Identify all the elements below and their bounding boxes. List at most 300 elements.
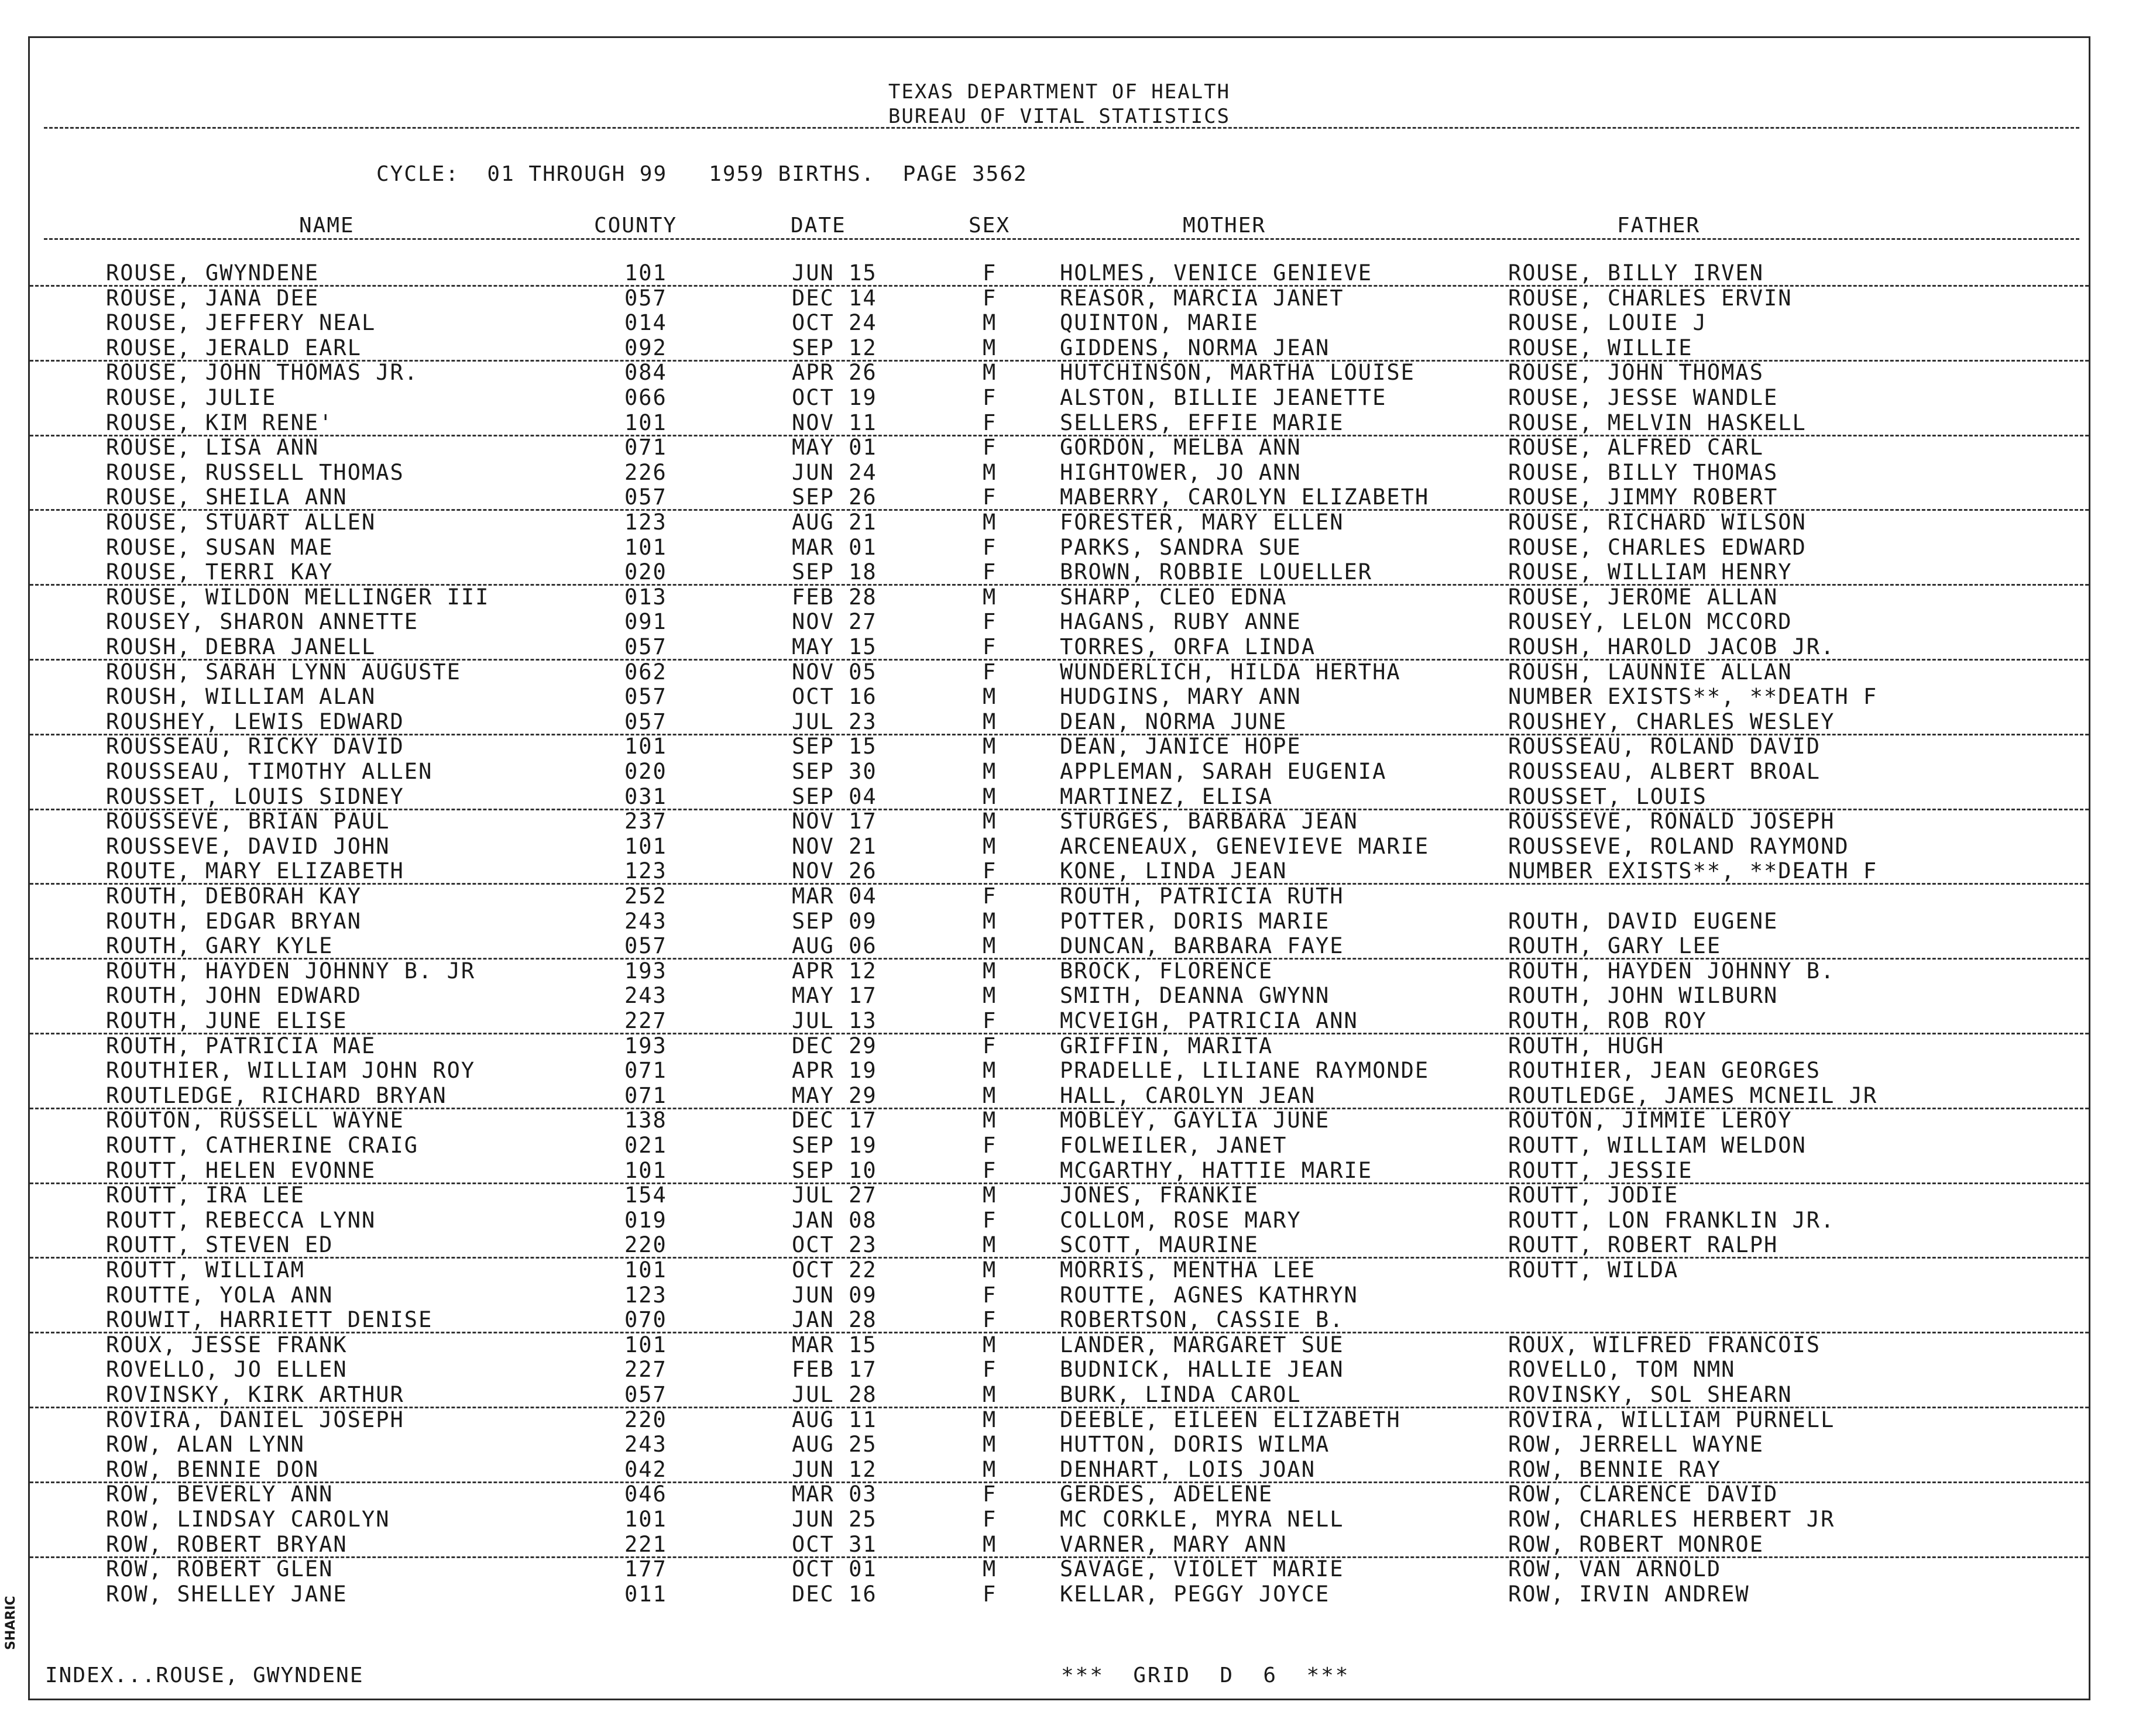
cell-name: ROW, SHELLEY JANE — [106, 1581, 348, 1607]
cell-county: 123 — [624, 1282, 667, 1308]
cell-date: DEC 14 — [792, 285, 877, 311]
cell-father: ROVIRA, WILLIAM PURNELL — [1508, 1407, 1835, 1432]
cell-date: SEP 10 — [792, 1157, 877, 1183]
cell-sex: M — [983, 833, 997, 859]
cell-sex: F — [983, 1157, 997, 1183]
cell-mother: DEAN, NORMA JUNE — [1060, 709, 1287, 734]
cell-mother: ROUTH, PATRICIA RUTH — [1060, 884, 1344, 909]
cell-name: ROUSSEVE, BRIAN PAUL — [106, 809, 390, 834]
cell-mother: HALL, CAROLYN JEAN — [1060, 1082, 1316, 1108]
cell-date: SEP 26 — [792, 484, 877, 510]
cell-sex: M — [983, 1332, 997, 1357]
cell-name: ROUTH, GARY KYLE — [106, 933, 334, 959]
cell-name: ROUTH, PATRICIA MAE — [106, 1033, 376, 1058]
table-row — [30, 709, 2089, 735]
cell-father: ROUSSEAU, ALBERT BROAL — [1508, 759, 1821, 784]
cell-mother: HOLMES, VENICE GENIEVE — [1060, 260, 1373, 286]
cell-father: ROUTT, WILLIAM WELDON — [1508, 1133, 1807, 1158]
table-row — [30, 435, 2089, 459]
cell-county: 020 — [624, 559, 667, 585]
cell-date: JUL 28 — [792, 1382, 877, 1407]
cell-date: FEB 28 — [792, 584, 877, 610]
cell-sex: M — [983, 1082, 997, 1108]
cell-date: NOV 21 — [792, 833, 877, 859]
cell-mother: MC CORKLE, MYRA NELL — [1060, 1507, 1344, 1532]
cell-county: 070 — [624, 1307, 667, 1333]
cell-date: MAR 03 — [792, 1481, 877, 1507]
header-divider — [44, 127, 2079, 129]
table-row — [30, 1083, 2089, 1109]
cell-date: MAY 01 — [792, 435, 877, 460]
table-row — [30, 1108, 2089, 1132]
cell-sex: M — [983, 759, 997, 784]
cell-sex: F — [983, 385, 997, 410]
cell-county: 084 — [624, 360, 667, 386]
cell-name: ROW, ROBERT GLEN — [106, 1556, 334, 1582]
table-row — [30, 286, 2089, 310]
cell-mother: JONES, FRANKIE — [1060, 1182, 1259, 1208]
cell-county: 101 — [624, 1507, 667, 1532]
cell-county: 101 — [624, 1332, 667, 1357]
cell-name: ROUTT, STEVEN ED — [106, 1232, 334, 1258]
cell-father: ROUSH, HAROLD JACOB JR. — [1508, 634, 1835, 659]
column-header-divider — [44, 238, 2079, 240]
cell-name: ROUWIT, HARRIETT DENISE — [106, 1307, 433, 1333]
cell-mother: ALSTON, BILLIE JEANETTE — [1060, 385, 1387, 410]
cell-county: 226 — [624, 459, 667, 485]
cell-sex: F — [983, 884, 997, 909]
cell-father: ROUTLEDGE, JAMES MCNEIL JR — [1508, 1082, 1878, 1108]
column-header-date: DATE — [791, 214, 846, 238]
cell-mother: DEEBLE, EILEEN ELIZABETH — [1060, 1407, 1401, 1432]
cell-county: 042 — [624, 1456, 667, 1482]
cell-date: MAR 15 — [792, 1332, 877, 1357]
cell-name: ROUTHIER, WILLIAM JOHN ROY — [106, 1058, 476, 1084]
cell-mother: POTTER, DORIS MARIE — [1060, 908, 1330, 934]
cell-date: AUG 25 — [792, 1432, 877, 1457]
table-row — [30, 784, 2089, 810]
cell-father: ROUSEY, LELON MCCORD — [1508, 609, 1793, 635]
table-row — [30, 884, 2089, 908]
cell-father: ROUSSET, LOUIS — [1508, 783, 1707, 809]
cell-mother: BROCK, FLORENCE — [1060, 958, 1273, 984]
ledger-sheet — [28, 36, 2090, 1700]
cell-date: AUG 11 — [792, 1407, 877, 1432]
cell-sex: F — [983, 534, 997, 560]
cell-sex: M — [983, 1182, 997, 1208]
cell-date: OCT 24 — [792, 310, 877, 336]
cell-mother: MABERRY, CAROLYN ELIZABETH — [1060, 484, 1430, 510]
cell-county: 071 — [624, 1082, 667, 1108]
cell-sex: F — [983, 410, 997, 435]
cell-sex: M — [983, 1556, 997, 1582]
bureau-title: BUREAU OF VITAL STATISTICS — [888, 105, 1231, 128]
cell-mother: BROWN, ROBBIE LOUELLER — [1060, 559, 1373, 585]
cell-name: ROUTH, JOHN EDWARD — [106, 983, 362, 1009]
cell-name: ROW, BENNIE DON — [106, 1456, 320, 1482]
cell-date: JUN 25 — [792, 1507, 877, 1532]
cell-county: 091 — [624, 609, 667, 635]
cell-father: NUMBER EXISTS**, **DEATH F — [1508, 684, 1878, 710]
table-row — [30, 983, 2089, 1008]
table-row — [30, 634, 2089, 661]
cell-county: 057 — [624, 933, 667, 959]
column-header-mother: MOTHER — [1183, 214, 1266, 238]
cell-date: SEP 19 — [792, 1133, 877, 1158]
table-row — [30, 1257, 2089, 1282]
table-row — [30, 535, 2089, 559]
cell-mother: PRADELLE, LILIANE RAYMONDE — [1060, 1058, 1430, 1084]
cell-date: DEC 29 — [792, 1033, 877, 1058]
cell-sex: F — [983, 1008, 997, 1033]
cell-mother: APPLEMAN, SARAH EUGENIA — [1060, 759, 1387, 784]
cell-mother: STURGES, BARBARA JEAN — [1060, 809, 1358, 834]
index-footer: INDEX...ROUSE, GWYNDENE — [45, 1663, 364, 1687]
cell-date: SEP 15 — [792, 734, 877, 759]
table-row — [30, 1283, 2089, 1307]
cell-sex: M — [983, 1432, 997, 1457]
cell-name: ROUTT, REBECCA LYNN — [106, 1207, 376, 1233]
cell-county: 101 — [624, 1157, 667, 1183]
cell-mother: SHARP, CLEO EDNA — [1060, 584, 1287, 610]
cell-name: ROUTT, WILLIAM — [106, 1257, 305, 1283]
cell-father: ROUTT, ROBERT RALPH — [1508, 1232, 1779, 1258]
cell-date: JUL 13 — [792, 1008, 877, 1033]
cell-mother: PARKS, SANDRA SUE — [1060, 534, 1302, 560]
cell-name: ROUSE, SHEILA ANN — [106, 484, 348, 510]
cell-father: ROUSSEVE, ROLAND RAYMOND — [1508, 833, 1849, 859]
cell-sex: M — [983, 1531, 997, 1557]
cell-sex: F — [983, 484, 997, 510]
cell-name: ROUSH, WILLIAM ALAN — [106, 684, 376, 710]
cell-county: 057 — [624, 684, 667, 710]
table-row — [30, 1182, 2089, 1207]
cell-date: JUN 24 — [792, 459, 877, 485]
cell-name: ROW, BEVERLY ANN — [106, 1481, 334, 1507]
table-row — [30, 834, 2089, 858]
table-row — [30, 360, 2089, 384]
column-header-name: NAME — [299, 214, 355, 238]
table-row — [30, 1407, 2089, 1432]
cell-father: ROVELLO, TOM NMN — [1508, 1357, 1736, 1383]
cell-county: 138 — [624, 1108, 667, 1133]
cell-county: 031 — [624, 783, 667, 809]
cell-county: 227 — [624, 1357, 667, 1383]
cell-mother: DEAN, JANICE HOPE — [1060, 734, 1302, 759]
cell-sex: M — [983, 1108, 997, 1133]
cell-sex: F — [983, 1357, 997, 1383]
cell-sex: M — [983, 1058, 997, 1084]
cell-sex: M — [983, 783, 997, 809]
cell-mother: FOLWEILER, JANET — [1060, 1133, 1287, 1158]
cell-date: APR 26 — [792, 360, 877, 386]
cell-sex: M — [983, 335, 997, 360]
table-row — [30, 1481, 2089, 1506]
table-row — [30, 484, 2089, 511]
department-title: TEXAS DEPARTMENT OF HEALTH — [888, 80, 1231, 104]
table-row — [30, 260, 2089, 287]
cell-sex: M — [983, 709, 997, 734]
table-row — [30, 1457, 2089, 1483]
cell-county: 057 — [624, 709, 667, 734]
cell-father: ROW, JERRELL WAYNE — [1508, 1432, 1764, 1457]
cell-name: ROUTLEDGE, RICHARD BRYAN — [106, 1082, 447, 1108]
table-row — [30, 1158, 2089, 1184]
cell-county: 021 — [624, 1133, 667, 1158]
cell-county: 020 — [624, 759, 667, 784]
table-row — [30, 1507, 2089, 1531]
cell-name: ROVELLO, JO ELLEN — [106, 1357, 348, 1383]
cell-name: ROUTT, IRA LEE — [106, 1182, 305, 1208]
table-row — [30, 1307, 2089, 1333]
cell-sex: M — [983, 459, 997, 485]
cell-father: ROUTH, HUGH — [1508, 1033, 1665, 1058]
cell-father: ROUSE, LOUIE J — [1508, 310, 1707, 336]
column-header-father: FATHER — [1617, 214, 1701, 238]
cell-date: NOV 27 — [792, 609, 877, 635]
margin-tag: SHARIC — [4, 1596, 18, 1650]
cell-mother: SAVAGE, VIOLET MARIE — [1060, 1556, 1344, 1582]
cell-mother: SELLERS, EFFIE MARIE — [1060, 410, 1344, 435]
cell-mother: HUTCHINSON, MARTHA LOUISE — [1060, 360, 1415, 386]
cell-county: 057 — [624, 634, 667, 659]
cell-county: 101 — [624, 833, 667, 859]
cell-county: 101 — [624, 534, 667, 560]
cell-date: AUG 06 — [792, 933, 877, 959]
cell-county: 227 — [624, 1008, 667, 1033]
cell-mother: GIDDENS, NORMA JEAN — [1060, 335, 1330, 360]
cell-date: OCT 23 — [792, 1232, 877, 1258]
cell-father: ROVINSKY, SOL SHEARN — [1508, 1382, 1793, 1407]
cell-father: ROUTH, ROB ROY — [1508, 1008, 1707, 1033]
cell-date: MAR 04 — [792, 884, 877, 909]
cell-name: ROW, LINDSAY CAROLYN — [106, 1507, 390, 1532]
cell-sex: F — [983, 1307, 997, 1333]
cell-name: ROUX, JESSE FRANK — [106, 1332, 348, 1357]
cell-father: ROUSH, LAUNNIE ALLAN — [1508, 659, 1793, 685]
cell-county: 237 — [624, 809, 667, 834]
cell-date: MAY 29 — [792, 1082, 877, 1108]
cell-sex: F — [983, 1207, 997, 1233]
cell-mother: QUINTON, MARIE — [1060, 310, 1259, 336]
cell-name: ROUSE, KIM RENE' — [106, 410, 334, 435]
cell-name: ROUSE, GWYNDENE — [106, 260, 320, 286]
cell-date: NOV 11 — [792, 410, 877, 435]
table-row — [30, 1058, 2089, 1082]
cell-mother: ARCENEAUX, GENEVIEVE MARIE — [1060, 833, 1430, 859]
table-row — [30, 1008, 2089, 1034]
cell-county: 243 — [624, 1432, 667, 1457]
table-row — [30, 1582, 2089, 1606]
table-row — [30, 559, 2089, 586]
cell-sex: F — [983, 559, 997, 585]
cell-date: DEC 16 — [792, 1581, 877, 1607]
table-row — [30, 1556, 2089, 1581]
cell-sex: F — [983, 1507, 997, 1532]
cell-mother: MCVEIGH, PATRICIA ANN — [1060, 1008, 1358, 1033]
cell-county: 062 — [624, 659, 667, 685]
cycle-line: CYCLE: 01 THROUGH 99 1959 BIRTHS. PAGE 3562 — [376, 162, 1028, 186]
cell-county: 014 — [624, 310, 667, 336]
table-row — [30, 510, 2089, 534]
cell-county: 123 — [624, 510, 667, 535]
cell-county: 220 — [624, 1232, 667, 1258]
cell-name: ROUSEY, SHARON ANNETTE — [106, 609, 419, 635]
cell-date: MAY 17 — [792, 983, 877, 1009]
cell-county: 046 — [624, 1481, 667, 1507]
cell-name: ROUSSEVE, DAVID JOHN — [106, 833, 390, 859]
cell-name: ROUSSEAU, TIMOTHY ALLEN — [106, 759, 433, 784]
cell-name: ROUTT, HELEN EVONNE — [106, 1157, 376, 1183]
table-row — [30, 1382, 2089, 1408]
cell-name: ROVIRA, DANIEL JOSEPH — [106, 1407, 404, 1432]
cell-father: ROUSE, WILLIAM HENRY — [1508, 559, 1793, 585]
cell-date: OCT 31 — [792, 1531, 877, 1557]
cell-county: 177 — [624, 1556, 667, 1582]
cell-county: 220 — [624, 1407, 667, 1432]
cell-father: ROUTHIER, JEAN GEORGES — [1508, 1058, 1821, 1084]
cell-name: ROUSE, LISA ANN — [106, 435, 320, 460]
cell-father: ROUTT, LON FRANKLIN JR. — [1508, 1207, 1835, 1233]
table-row — [30, 958, 2089, 983]
cell-date: NOV 17 — [792, 809, 877, 834]
cell-date: JAN 08 — [792, 1207, 877, 1233]
cell-mother: VARNER, MARY ANN — [1060, 1531, 1287, 1557]
cell-mother: HUTTON, DORIS WILMA — [1060, 1432, 1330, 1457]
cell-sex: F — [983, 659, 997, 685]
cell-sex: F — [983, 858, 997, 884]
cell-father: ROUSE, BILLY THOMAS — [1508, 459, 1779, 485]
table-row — [30, 410, 2089, 436]
cell-father: ROUSHEY, CHARLES WESLEY — [1508, 709, 1835, 734]
cell-county: 057 — [624, 285, 667, 311]
cell-sex: M — [983, 809, 997, 834]
cell-date: OCT 19 — [792, 385, 877, 410]
table-row — [30, 1357, 2089, 1381]
cell-mother: MCGARTHY, HATTIE MARIE — [1060, 1157, 1373, 1183]
cell-name: ROUSE, JULIE — [106, 385, 277, 410]
cell-date: SEP 12 — [792, 335, 877, 360]
cell-sex: F — [983, 609, 997, 635]
cell-mother: WUNDERLICH, HILDA HERTHA — [1060, 659, 1401, 685]
cell-county: 193 — [624, 958, 667, 984]
cell-date: JUN 15 — [792, 260, 877, 286]
cell-name: ROUTON, RUSSELL WAYNE — [106, 1108, 404, 1133]
cell-date: SEP 09 — [792, 908, 877, 934]
cell-sex: M — [983, 1456, 997, 1482]
cell-date: APR 19 — [792, 1058, 877, 1084]
cell-date: SEP 18 — [792, 559, 877, 585]
cell-sex: M — [983, 933, 997, 959]
cell-name: ROW, ALAN LYNN — [106, 1432, 305, 1457]
cell-sex: M — [983, 584, 997, 610]
cell-sex: M — [983, 1407, 997, 1432]
cell-name: ROUSE, JEFFERY NEAL — [106, 310, 376, 336]
cell-name: ROUTH, HAYDEN JOHNNY B. JR — [106, 958, 476, 984]
table-row — [30, 1332, 2089, 1357]
cell-date: OCT 01 — [792, 1556, 877, 1582]
cell-name: ROUSSEAU, RICKY DAVID — [106, 734, 404, 759]
cell-father: ROUTT, JESSIE — [1508, 1157, 1693, 1183]
cell-name: ROUSE, WILDON MELLINGER III — [106, 584, 490, 610]
table-row — [30, 1133, 2089, 1157]
cell-mother: SCOTT, MAURINE — [1060, 1232, 1259, 1258]
cell-date: APR 12 — [792, 958, 877, 984]
cell-mother: BUDNICK, HALLIE JEAN — [1060, 1357, 1344, 1383]
cell-mother: HAGANS, RUBY ANNE — [1060, 609, 1302, 635]
cell-father: ROUTON, JIMMIE LEROY — [1508, 1108, 1793, 1133]
cell-county: 101 — [624, 260, 667, 286]
cell-name: ROUSE, JANA DEE — [106, 285, 320, 311]
cell-name: ROUSE, RUSSELL THOMAS — [106, 459, 404, 485]
cell-name: ROUTH, JUNE ELISE — [106, 1008, 348, 1033]
cell-name: ROUSE, TERRI KAY — [106, 559, 334, 585]
cell-father: ROUTH, JOHN WILBURN — [1508, 983, 1779, 1009]
cell-mother: HUDGINS, MARY ANN — [1060, 684, 1302, 710]
cell-mother: FORESTER, MARY ELLEN — [1060, 510, 1344, 535]
cell-sex: F — [983, 1033, 997, 1058]
cell-county: 071 — [624, 435, 667, 460]
cell-sex: M — [983, 310, 997, 336]
cell-sex: M — [983, 1257, 997, 1283]
cell-sex: M — [983, 958, 997, 984]
cell-sex: F — [983, 1282, 997, 1308]
cell-county: 092 — [624, 335, 667, 360]
table-row — [30, 1232, 2089, 1259]
table-row — [30, 460, 2089, 484]
cell-county: 057 — [624, 1382, 667, 1407]
cell-name: ROUSE, STUART ALLEN — [106, 510, 376, 535]
cell-county: 066 — [624, 385, 667, 410]
table-row — [30, 585, 2089, 609]
table-row — [30, 385, 2089, 410]
table-row — [30, 310, 2089, 335]
table-row — [30, 734, 2089, 758]
cell-date: MAR 01 — [792, 534, 877, 560]
cell-sex: F — [983, 285, 997, 311]
table-row — [30, 659, 2089, 684]
cell-date: FEB 17 — [792, 1357, 877, 1383]
cell-father: ROUSE, BILLY IRVEN — [1508, 260, 1764, 286]
cell-mother: LANDER, MARGARET SUE — [1060, 1332, 1344, 1357]
cell-father: ROUSE, ALFRED CARL — [1508, 435, 1764, 460]
cell-sex: M — [983, 510, 997, 535]
cell-county: 101 — [624, 734, 667, 759]
cell-mother: MORRIS, MENTHA LEE — [1060, 1257, 1316, 1283]
cell-county: 101 — [624, 410, 667, 435]
cell-mother: SMITH, DEANNA GWYNN — [1060, 983, 1330, 1009]
cell-date: JUL 27 — [792, 1182, 877, 1208]
column-header-county: COUNTY — [594, 214, 678, 238]
cell-date: NOV 26 — [792, 858, 877, 884]
cell-mother: HIGHTOWER, JO ANN — [1060, 459, 1302, 485]
cell-father: ROW, ROBERT MONROE — [1508, 1531, 1764, 1557]
table-row — [30, 909, 2089, 933]
table-row — [30, 1432, 2089, 1456]
cell-father: ROUSSEAU, ROLAND DAVID — [1508, 734, 1821, 759]
cell-father: ROW, CLARENCE DAVID — [1508, 1481, 1779, 1507]
cell-county: 057 — [624, 484, 667, 510]
table-row — [30, 1208, 2089, 1232]
cell-mother: DENHART, LOIS JOAN — [1060, 1456, 1316, 1482]
cell-mother: MOBLEY, GAYLIA JUNE — [1060, 1108, 1330, 1133]
cell-date: SEP 04 — [792, 783, 877, 809]
cell-father: ROUTH, DAVID EUGENE — [1508, 908, 1779, 934]
cell-father: ROUSE, RICHARD WILSON — [1508, 510, 1807, 535]
cell-sex: M — [983, 983, 997, 1009]
cell-date: JUN 12 — [792, 1456, 877, 1482]
cell-sex: M — [983, 1232, 997, 1258]
